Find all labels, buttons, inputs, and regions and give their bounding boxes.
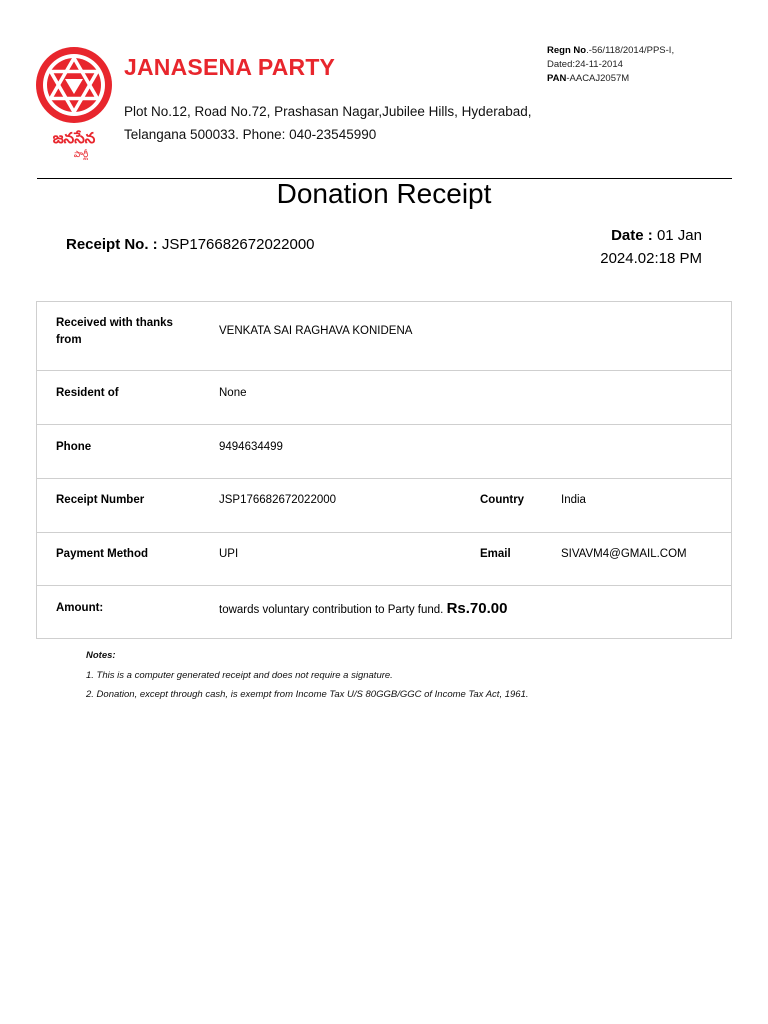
pan-line xyxy=(547,72,674,86)
phone-value: 9494634499 xyxy=(219,441,283,453)
table-row-amount xyxy=(37,586,731,638)
table-row-received-from xyxy=(37,302,731,371)
regn-value: .-56/118/2014/PPS-I, xyxy=(586,45,675,56)
email-label: Email xyxy=(480,548,511,560)
amount-label: Amount: xyxy=(56,602,104,614)
pan-label: PAN xyxy=(547,73,567,84)
donation-details-table xyxy=(36,301,732,639)
note-1: 1. This is a computer generated receipt and does not require a signature. xyxy=(86,669,393,681)
party-name: JANASENA PARTY xyxy=(124,54,336,80)
party-address xyxy=(124,100,544,146)
resident-value: None xyxy=(219,387,247,399)
receipt-date xyxy=(542,224,702,270)
svg-text:జనసేన: జనసేన xyxy=(52,129,96,147)
registration-info xyxy=(547,44,674,86)
email-value: SIVAVM4@GMAIL.COM xyxy=(561,548,687,560)
page-title: Donation Receipt xyxy=(276,178,492,209)
amount-description: towards voluntary contribution to Party fund. xyxy=(219,604,444,616)
receipt-number-label: Receipt Number xyxy=(56,494,145,506)
receipt-no-value: JSP176682672022000 xyxy=(161,236,315,253)
date-value-part1: 01 Jan xyxy=(656,227,702,244)
table-row-payment-email xyxy=(37,533,731,586)
country-value: India xyxy=(561,494,586,506)
received-from-label: Received with thanks from xyxy=(56,317,173,346)
table-row-resident xyxy=(37,371,731,425)
notes-section xyxy=(86,646,529,705)
receipt-number-header xyxy=(66,236,315,253)
table-row-phone xyxy=(37,425,731,479)
table-row-receipt-country xyxy=(37,479,731,533)
payment-method-label: Payment Method xyxy=(56,548,149,560)
received-from-value: VENKATA SAI RAGHAVA KONIDENA xyxy=(219,325,413,337)
pan-value: -AACAJ2057M xyxy=(566,73,630,84)
resident-label: Resident of xyxy=(56,387,119,399)
receipt-no-label: Receipt No. : xyxy=(66,236,158,253)
receipt-number-value: JSP176682672022000 xyxy=(219,494,337,506)
date-value-part2: 2024.02:18 PM xyxy=(600,250,702,267)
janasena-star-logo-icon xyxy=(34,45,114,160)
country-label: Country xyxy=(480,494,525,506)
address-line-1: Plot No.12, Road No.72, Prashasan Nagar,Jubilee Hills, Hyderabad, xyxy=(124,104,532,119)
address-line-2: Telangana 500033. Phone: 040-23545990 xyxy=(124,127,377,142)
note-2: 2. Donation, except through cash, is exempt from Income Tax U/S 80GGB/GGC of Income Tax Act, 1961. xyxy=(86,689,529,700)
svg-text:పార్టీ: పార్టీ xyxy=(73,150,89,160)
payment-method-value: UPI xyxy=(219,548,239,560)
notes-title: Notes: xyxy=(86,650,116,661)
regn-label: Regn No xyxy=(547,45,587,56)
amount-value-line xyxy=(219,600,507,619)
phone-label: Phone xyxy=(56,441,92,453)
amount-value: Rs.70.00 xyxy=(446,600,508,617)
regn-dated: Dated:24-11-2014 xyxy=(547,59,623,70)
regn-line xyxy=(547,44,674,58)
party-logo xyxy=(34,45,114,160)
date-label: Date : xyxy=(611,227,653,244)
